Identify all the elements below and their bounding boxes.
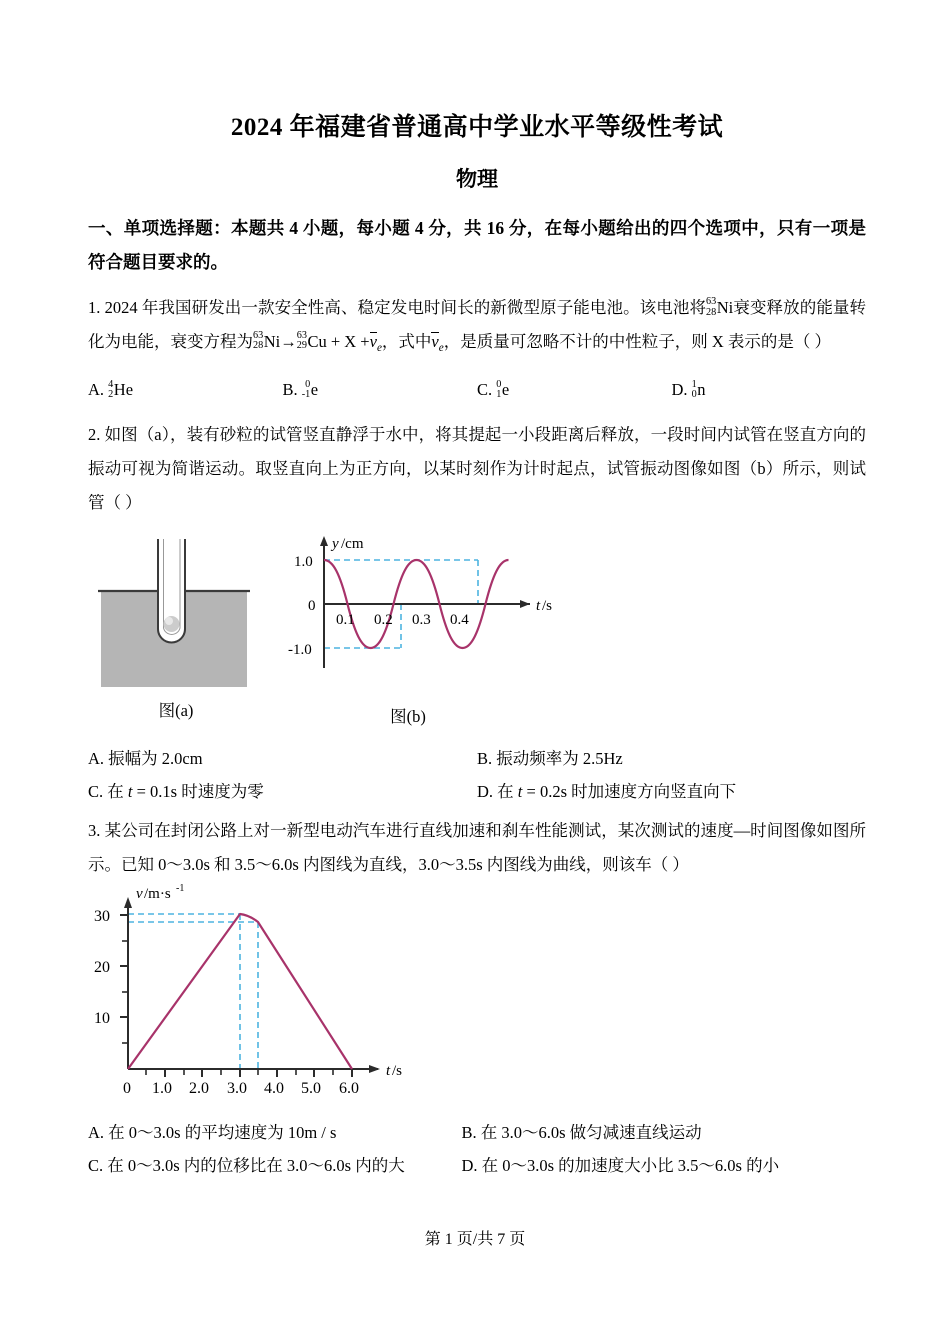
question-2-option-a[interactable]: A. 振幅为 2.0cm	[88, 748, 203, 768]
y-tick-10: 10	[94, 1009, 110, 1027]
question-1-part3: ，式中	[381, 331, 432, 351]
y-tick-0: 0	[308, 597, 316, 614]
question-1-number: 1.	[88, 297, 101, 317]
opt-d-var: t	[517, 781, 523, 801]
question-1-option-b[interactable]	[283, 373, 478, 406]
x-axis-label-c: t	[386, 1062, 391, 1079]
question-3-option-c[interactable]: C. 在 0～3.0s 内的位移比在 3.0～6.0s 内的大	[88, 1155, 405, 1175]
y-axis-arrow	[320, 536, 328, 546]
y-axis-arrow-c	[124, 897, 132, 908]
x-axis-unit-c: /s	[392, 1062, 403, 1079]
eq-arrow: →	[280, 331, 297, 351]
x-axis-arrow-c	[369, 1065, 380, 1073]
x-tick-50: 5.0	[301, 1079, 321, 1097]
option-b-symbol: e	[310, 380, 319, 400]
question-1-part4: ，是质量可忽略不计的中性粒子，则 X 表示的是（ ）	[443, 331, 832, 351]
question-2-option-row-2	[88, 775, 866, 808]
y-axis-unit: /cm	[341, 535, 364, 552]
x-tick-01: 0.1	[336, 611, 355, 628]
question-3-figure	[88, 884, 866, 1114]
page-title: 2024 年福建省普通高中学业水平等级性考试	[230, 114, 724, 141]
y-tick-20: 20	[94, 958, 110, 976]
figure-b-svg	[278, 518, 578, 708]
question-3-option-a[interactable]: A. 在 0～3.0s 的平均速度为 10m / s	[88, 1122, 337, 1142]
option-c-label: C.	[477, 380, 493, 400]
y-tick-neg1: -1.0	[288, 641, 312, 658]
x-axis-arrow	[520, 600, 530, 608]
subject-title: 物理	[456, 166, 498, 191]
question-2-body: 如图（a），装有砂粒的试管竖直静浮于水中，将其提起一小段距离后释放，一段时间内试管在竖直方向的振动可视为简谐运动。取竖直向上为正方向，以某时刻作为计时起点，试管振动图像如图（b）所示，则试管（ ）	[88, 425, 867, 513]
option-d-nuclide: 1 0	[691, 378, 697, 401]
eq-nuclide-left: 63 28	[253, 329, 264, 352]
option-d-label: D.	[671, 380, 688, 400]
question-1-option-row	[88, 373, 866, 406]
opt-c-var: t	[127, 781, 133, 801]
x-axis-unit: /s	[542, 597, 553, 614]
question-2-number: 2.	[88, 425, 101, 445]
question-3-option-row-1	[88, 1116, 866, 1149]
question-2-text	[88, 418, 866, 519]
x-tick-20: 2.0	[189, 1079, 209, 1097]
guide-lines-c	[128, 914, 258, 1069]
question-1-text	[88, 291, 866, 360]
figure-b-caption: 图(b)	[390, 706, 426, 726]
question-3-option-row-2	[88, 1149, 866, 1182]
x-tick-60: 6.0	[339, 1079, 359, 1097]
opt-d-pre: D. 在	[477, 781, 518, 801]
figure-a-caption: 图(a)	[158, 700, 194, 720]
x-tick-03: 0.3	[412, 611, 431, 628]
question-2-option-b[interactable]: B. 振动频率为 2.5Hz	[477, 748, 623, 768]
question-1-option-c[interactable]	[477, 373, 672, 406]
nuclide-ni63-symbol: Ni	[716, 297, 734, 317]
option-b-label: B.	[282, 380, 298, 400]
nuclide-ni63: 63 28	[706, 296, 717, 318]
x-tick-40: 4.0	[264, 1079, 284, 1097]
figure-a-svg	[96, 534, 256, 694]
y-tick-1: 1.0	[294, 553, 313, 570]
question-3-option-d[interactable]: D. 在 0～3.0s 的加速度大小比 3.5～6.0s 的小	[461, 1155, 780, 1175]
option-c-symbol: e	[501, 380, 510, 400]
option-b-nuclide: 0 -1	[301, 378, 311, 401]
y-tick-30: 30	[94, 907, 110, 925]
question-1-options	[88, 373, 866, 406]
x-tick-10: 1.0	[152, 1079, 172, 1097]
question-1-option-d[interactable]	[672, 373, 867, 406]
question-1-option-a[interactable]	[88, 373, 283, 406]
figure-c	[88, 884, 448, 1114]
y-axis-unit-exp: -1	[176, 883, 185, 894]
question-3-text	[88, 814, 866, 882]
option-a-nuclide: 4 2	[108, 378, 114, 401]
opt-c-pre: C. 在	[88, 781, 128, 801]
question-3-body: 某公司在封闭公路上对一新型电动汽车进行直线加速和刹车性能测试，某次测试的速度—时间图像如图所示。已知 0～3.0s 和 3.5～6.0s 内图线为直线，3.0～3.5s 内图线为曲线，则该车（ ）	[88, 820, 867, 874]
question-1-part1: 2024 年我国研发出一款安全性高、稳定发电时间长的新微型原子能电池。该电池将	[104, 297, 707, 317]
option-a-symbol: He	[113, 380, 134, 400]
question-2-option-row-1	[88, 742, 866, 775]
figure-c-svg	[88, 884, 448, 1109]
option-c-nuclide: 0 1	[496, 378, 502, 401]
figure-a	[96, 534, 256, 721]
y-axis-label-c: v	[136, 885, 143, 902]
section-heading: 一、单项选择题：本题共 4 小题，每小题 4 分，共 16 分，在每小题给出的四个选项中，只有一项是符合题目要求的。	[88, 217, 866, 272]
antineutrino-symbol: ν	[369, 331, 377, 351]
eq-rest: + X +	[330, 331, 370, 351]
question-2-options	[88, 742, 866, 808]
question-3-options	[88, 1116, 866, 1182]
y-axis-label: y	[332, 535, 339, 552]
y-axis-unit-c: /m·s	[144, 885, 171, 902]
opt-c-post: = 0.1s 时速度为零	[132, 781, 264, 801]
question-2-option-c[interactable]	[88, 775, 477, 808]
question-1-part2: 衰变释放的能量转化为电能，衰变方程为	[88, 297, 867, 351]
x-tick-04: 0.4	[450, 611, 469, 628]
antineutrino-subscript-2: e	[438, 341, 444, 354]
option-a-label: A.	[88, 380, 105, 400]
antineutrino-subscript: e	[376, 341, 382, 354]
x-tick-02: 0.2	[374, 611, 393, 628]
question-2-figures	[88, 528, 866, 728]
x-axis-label: t	[536, 597, 541, 614]
question-3-option-b[interactable]: B. 在 3.0～6.0s 做匀减速直线运动	[461, 1122, 702, 1142]
y-major-ticks-c	[120, 915, 128, 1017]
opt-d-post: = 0.2s 时加速度方向竖直向下	[522, 781, 737, 801]
eq-nuclide-right: 63 29	[296, 329, 307, 352]
page-content	[88, 0, 866, 1182]
question-3-number: 3.	[88, 820, 101, 840]
antineutrino-symbol-2: ν	[431, 331, 439, 351]
sand-highlight	[165, 617, 173, 625]
figure-b	[278, 518, 578, 727]
page-footer: 第 1 页/共 7 页	[424, 1231, 526, 1248]
x-tick-0: 0	[123, 1079, 131, 1097]
option-d-symbol: n	[697, 380, 706, 400]
question-2-option-d[interactable]	[477, 775, 866, 808]
eq-nuclide-right-symbol: Cu	[307, 331, 327, 351]
x-tick-30: 3.0	[227, 1079, 247, 1097]
eq-nuclide-left-symbol: Ni	[263, 331, 281, 351]
